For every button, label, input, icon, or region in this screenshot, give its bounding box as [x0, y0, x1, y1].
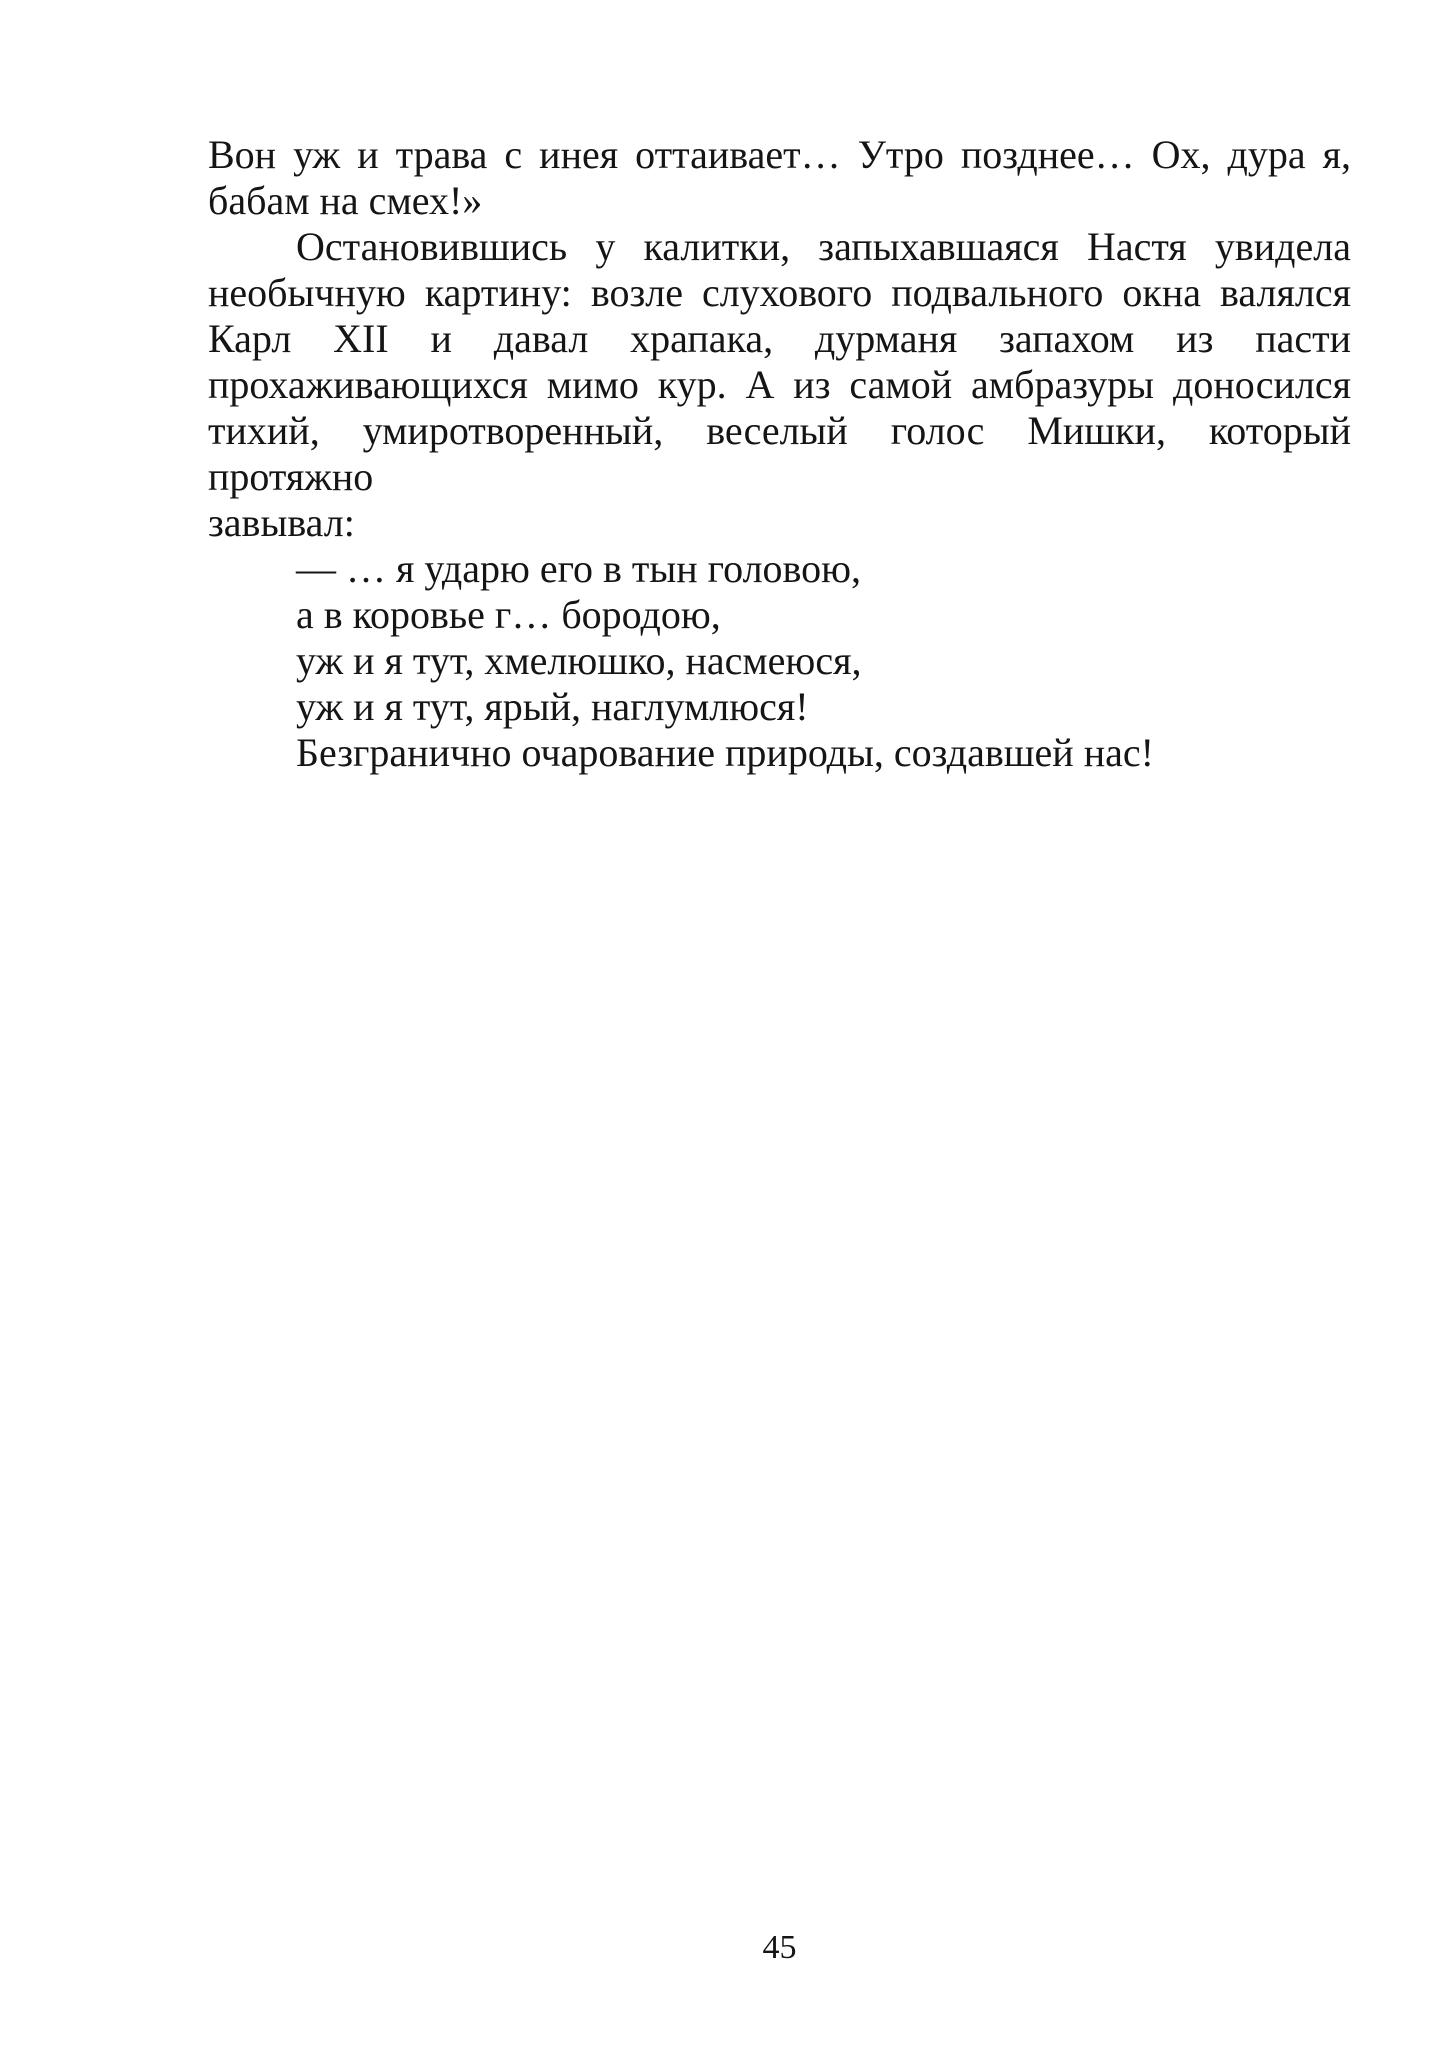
text-line: бабам на смех!»	[208, 178, 483, 223]
text-line: тихий, умиротворенный, веселый голос Мишки, который протяжно	[208, 408, 1351, 499]
text-line: Вон уж и трава с инея оттаивает… Утро позднее… Ох, дура я,	[208, 132, 1351, 177]
text-line: Карл XII и давал храпака, дурманя запахом из пасти	[208, 316, 1351, 361]
verse-line: Безгранично очарование природы, создавшей нас!	[296, 730, 1154, 775]
text-line: завывал:	[208, 500, 355, 545]
text-line: Остановившись у калитки, запыхавшаяся Настя увидела	[296, 224, 1351, 269]
text-line: прохаживающихся мимо кур. А из самой амбразуры доносился	[208, 362, 1351, 407]
verse-line: уж и я тут, ярый, наглумлюся!	[296, 684, 809, 729]
page-number: 45	[762, 1929, 797, 1966]
verse-line: — … я ударю его в тын головою,	[296, 546, 862, 591]
verse-line: уж и я тут, хмелюшко, насмеюся,	[296, 638, 862, 683]
verse-line: а в коровье г… бородою,	[296, 592, 721, 637]
text-block	[208, 132, 1351, 776]
text-line: необычную картину: возле слухового подвального окна валялся	[208, 270, 1351, 315]
